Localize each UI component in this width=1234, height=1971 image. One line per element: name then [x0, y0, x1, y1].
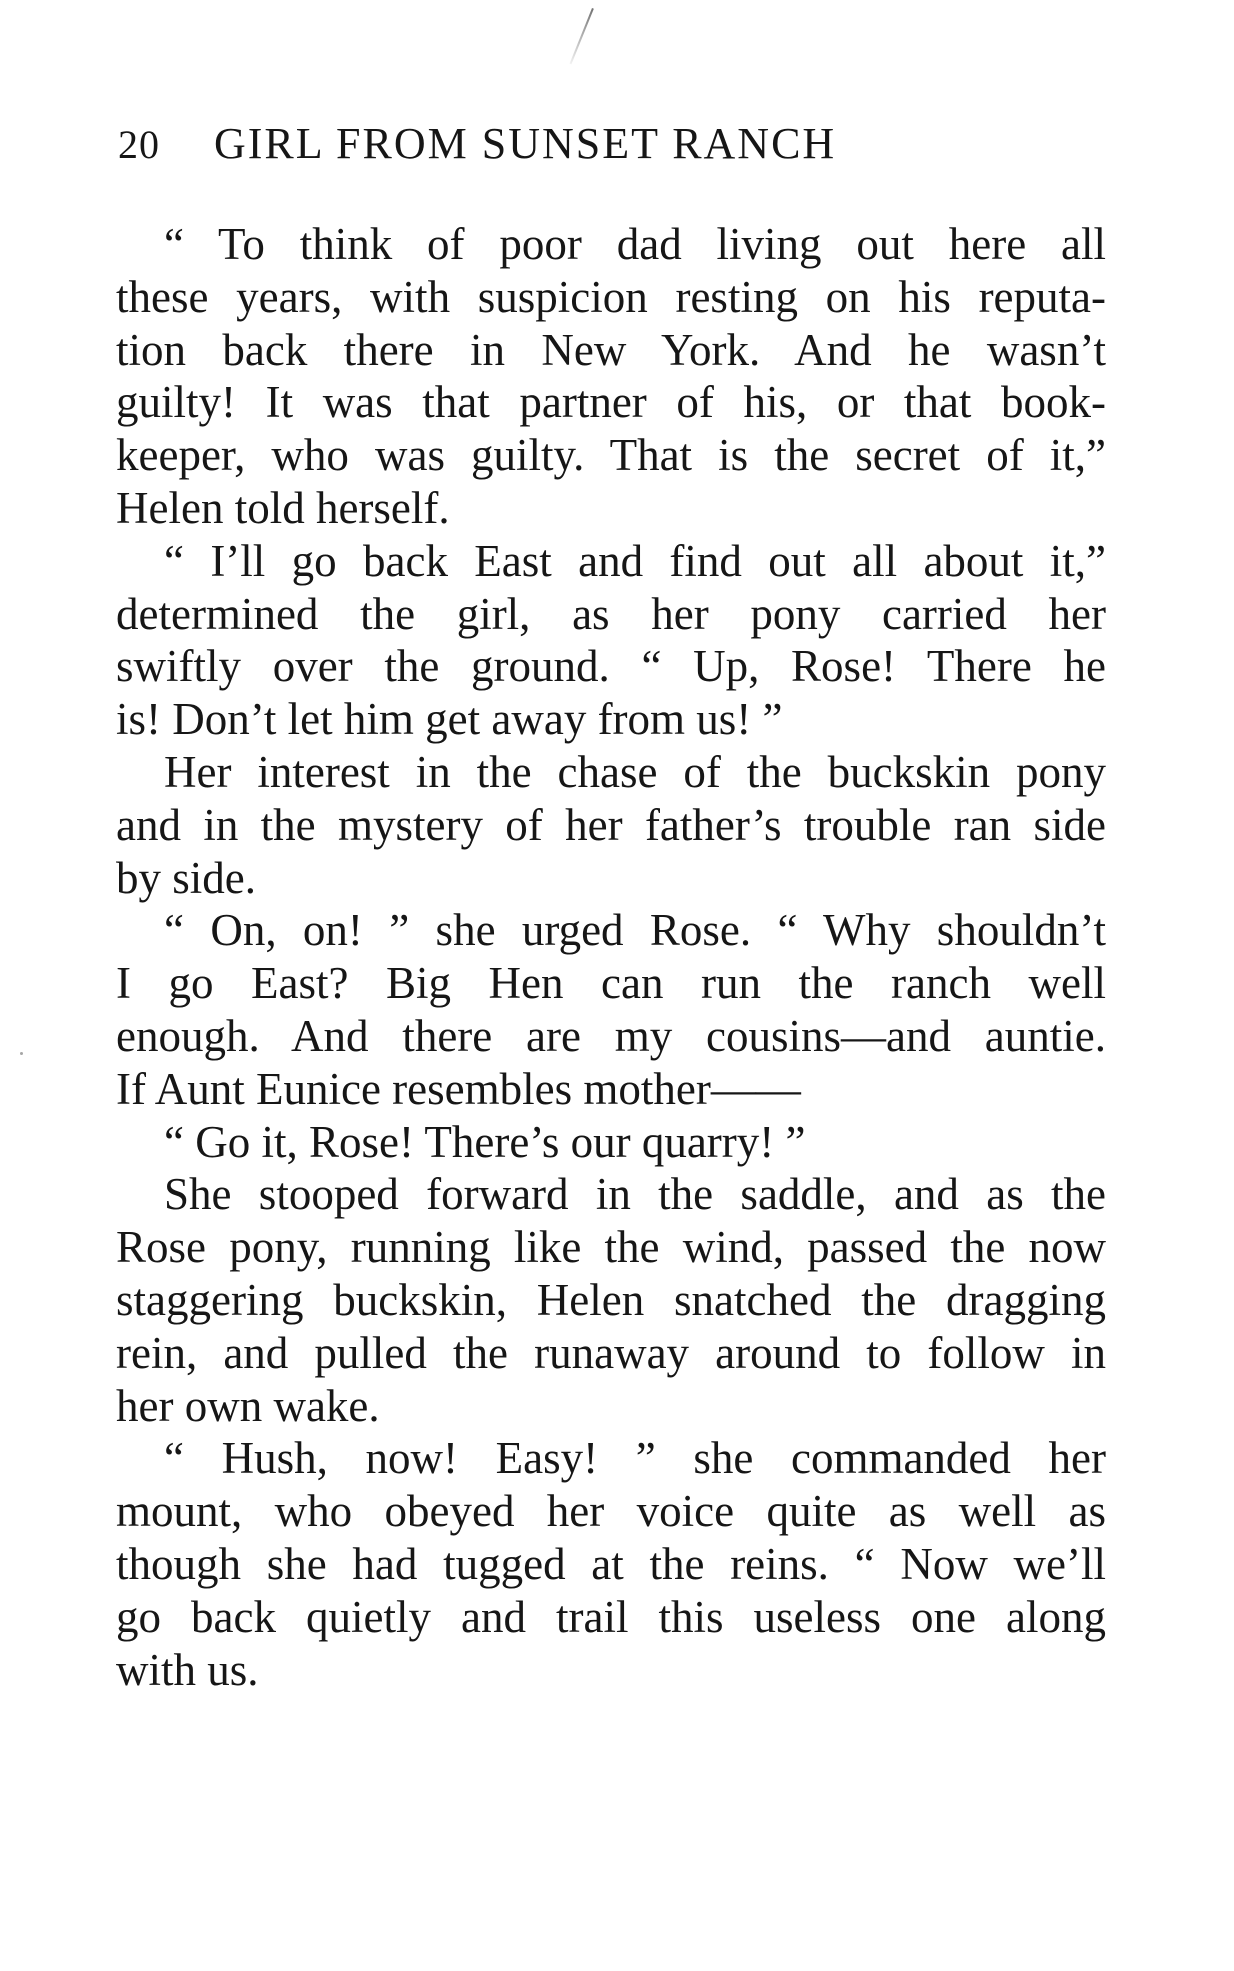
text-line: Rose pony, running like the wind, passed the now	[116, 1222, 1106, 1273]
text-line: enough. And there are my cousins—and auntie.	[116, 1010, 1106, 1061]
running-header	[118, 118, 1018, 178]
text-line: swiftly over the ground. “ Up, Rose! There he	[116, 641, 1106, 692]
text-line: “ To think of poor dad living out here all	[164, 219, 1106, 269]
text-line: and in the mystery of her father’s trouble ran side	[116, 799, 1106, 850]
text-line: She stooped forward in the saddle, and as the	[164, 1169, 1106, 1220]
text-line: her own wake.	[116, 1380, 380, 1431]
text-line: “ I’ll go back East and find out all about it,”	[164, 535, 1106, 586]
text-line: Helen told herself.	[116, 482, 450, 533]
stray-pencil-mark	[570, 8, 594, 64]
page-number: 20	[118, 122, 160, 167]
text-line: by side.	[116, 852, 256, 903]
body-text	[116, 218, 1106, 1696]
text-line: tion back there in New York. And he wasn’t	[116, 324, 1106, 375]
text-line: Her interest in the chase of the buckskin pony	[164, 746, 1106, 797]
text-line: “ Hush, now! Easy! ” she commanded her	[164, 1433, 1106, 1484]
text-line: “ Go it, Rose! There’s our quarry! ”	[164, 1116, 806, 1167]
text-line: staggering buckskin, Helen snatched the dragging	[116, 1274, 1106, 1325]
text-line: these years, with suspicion resting on his reputa-	[116, 271, 1106, 322]
text-line: go back quietly and trail this useless one along	[116, 1591, 1106, 1642]
text-line: determined the girl, as her pony carried her	[116, 588, 1106, 639]
text-line: guilty! It was that partner of his, or that book-	[116, 377, 1106, 428]
text-line: though she had tugged at the reins. “ Now we’ll	[116, 1538, 1106, 1589]
text-line: “ On, on! ” she urged Rose. “ Why shouldn’t	[164, 905, 1106, 956]
running-title: GIRL FROM SUNSET RANCH	[214, 119, 837, 168]
text-line: If Aunt Eunice resembles mother——	[116, 1063, 801, 1114]
text-line: rein, and pulled the runaway around to follow in	[116, 1327, 1106, 1378]
text-line: I go East? Big Hen can run the ranch well	[116, 958, 1106, 1009]
stray-ink-dot	[20, 1052, 23, 1055]
text-line: with us.	[116, 1644, 259, 1695]
text-line: keeper, who was guilty. That is the secret of it,”	[116, 430, 1106, 481]
text-line: mount, who obeyed her voice quite as well as	[116, 1486, 1106, 1537]
text-line: is! Don’t let him get away from us! ”	[116, 694, 783, 745]
